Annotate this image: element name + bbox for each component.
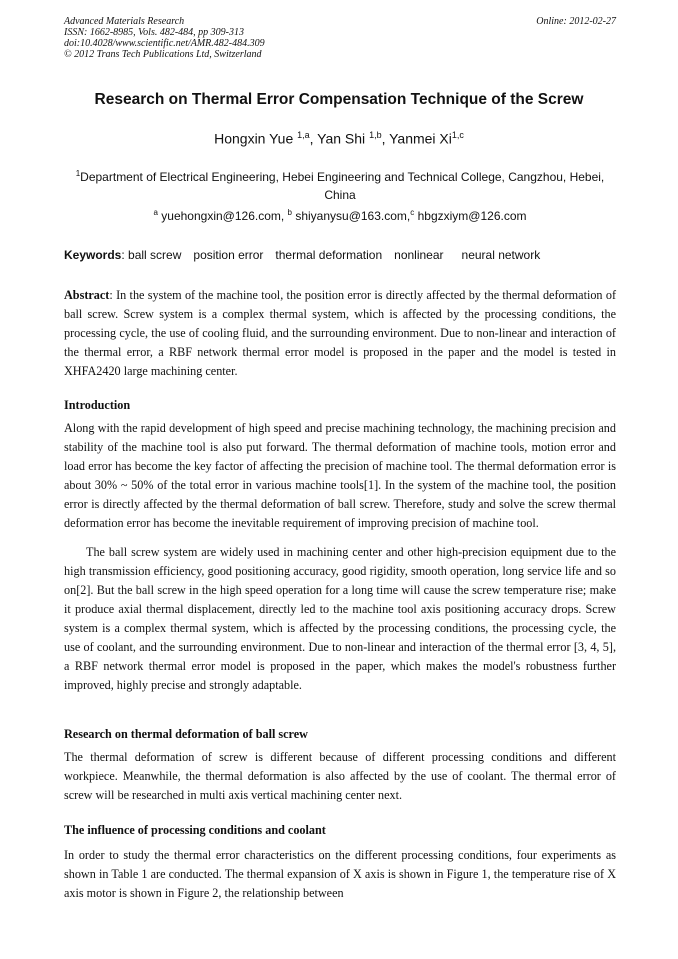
author-name: Yan Shi <box>317 130 366 147</box>
author-affiliation-mark: 1,c <box>451 130 464 140</box>
email-address[interactable]: shiyanysu@163.com <box>295 209 407 223</box>
author-name: Yanmei Xi <box>389 130 452 147</box>
paper-title: Research on Thermal Error Compensation Technique of the Screw <box>94 91 584 108</box>
section-heading-introduction: Introduction <box>64 398 131 412</box>
affiliation-mark: 1 <box>75 169 81 178</box>
abstract-text: In the system of the machine tool, the position error is directly affected by the thermal deformation of ball screw. Screw system is a complex thermal system, which is affected by the processing conditions, the processing cycle, the use of cooling fluid, and the surrounding environment. Due to non-linear and interaction of the thermal error, a RBF network thermal error model is proposed in the paper and the model is tested in XHFA2420 large machining center. <box>64 288 617 378</box>
journal-name: Advanced Materials Research <box>64 16 185 27</box>
body-paragraph: The thermal deformation of screw is different because of different processing conditions and different workpiece. Meanwhile, the thermal deformation is also affected by the use of coolant. The thermal error of screw will be researched in multi axis vertical machining center next. <box>64 750 616 802</box>
email-mark: b <box>287 208 292 217</box>
body-paragraph: Along with the rapid development of high speed and precise machining technology, the machining precision and stability of the machine tool is also put forward. The thermal deformation of machine tools, motion error and load error has become the key factor of affecting the precision of machine tool. The thermal deformation error is about 30% ~ 50% of the total error in various machine tools[1]. In the system of the machine tool, the position error is directly affected by the thermal deformation of ball screw. Therefore, study and solve the screw thermal deformation error has become the inevitable requirement of improving precision of machine tool. <box>64 421 616 530</box>
keyword: ball screw <box>128 248 182 262</box>
author-list: Hongxin Yue $^{1,a}$, Yan Shi $^{1,b}$, Yanmei Xi$^{1,c}$ <box>214 130 464 147</box>
affiliation <box>64 165 616 204</box>
email-address[interactable]: yuehongxin@126.com <box>161 209 281 223</box>
abstract: Abstract: In the system of the machine tool, the position error is directly affected by the thermal deformation of ball screw. Screw system is a complex thermal system, which is affected by the processing conditions, the processing cycle, the use of cooling fluid, and the surrounding environment. Due to non-linear and interaction of the thermal error, a RBF network thermal error model is proposed in the paper and the model is tested in XHFA2420 large machining center. <box>64 288 617 378</box>
author-name: Hongxin Yue <box>214 130 294 147</box>
email-address[interactable]: hbgzxiym@126.com <box>417 209 527 223</box>
section-heading-processing-conditions: The influence of processing conditions and coolant <box>64 823 326 837</box>
email-mark: c <box>410 208 415 217</box>
section-heading-thermal-deformation: Research on thermal deformation of ball screw <box>64 727 308 741</box>
issn-line: ISSN: 1662-8985, Vols. 482-484, pp 309-313 <box>64 27 244 38</box>
doi-line: doi:10.4028/www.scientific.net/AMR.482-484.309 <box>64 38 265 49</box>
keyword: position error <box>193 248 264 262</box>
keyword: thermal deformation <box>275 248 383 262</box>
email-mark: a <box>153 208 158 217</box>
email-list: $^a$ yuehongxin@126.com, $^b$ shiyanysu@163.com,$^c$ hbgzxiym@126.com <box>153 208 527 223</box>
keywords-label: Keywords <box>64 248 122 262</box>
publication-info <box>64 16 616 60</box>
keyword: nonlinear <box>394 248 444 262</box>
copyright-line: © 2012 Trans Tech Publications Ltd, Switzerland <box>64 49 262 60</box>
author-affiliation-mark: 1,a <box>297 130 310 140</box>
abstract-label: Abstract <box>64 288 110 302</box>
online-date: Online: 2012-02-27 <box>536 16 616 27</box>
body-paragraph: The ball screw system are widely used in machining center and other high-precision equipment due to the high transmission efficiency, good positioning accuracy, good rigidity, smooth operation, long service life and so on[2]. But the ball screw in the high speed operation for a long time will cause the screw temperature rise; make it produce axial thermal displacement, directly led to the machine tool axis positioning accuracy drops. Screw system is a complex thermal system, which is affected by the processing conditions, the processing cycle, the use of coolant, and the surrounding environment. Due to non-linear and interaction of the thermal error [3, 4, 5], a RBF network thermal error model is proposed in the paper, which makes the model's robustness further improved, highly precise and strongly adaptable. <box>64 545 616 692</box>
affiliation-text: Department of Electrical Engineering, Hebei Engineering and Technical College, Cangzhou, Hebei, China <box>80 170 605 202</box>
keyword: neural network <box>461 248 541 262</box>
body-paragraph: In order to study the thermal error characteristics on the different processing conditions, four experiments as shown in Table 1 are conducted. The thermal expansion of X axis is shown in Figure 1, the temperature rise of X axis motor is shown in Figure 2, the relationship between <box>64 848 616 900</box>
author-affiliation-mark: 1,b <box>369 130 382 140</box>
keywords-line: Keywords: ball screw position error thermal deformation nonlinear neural network <box>64 248 541 262</box>
